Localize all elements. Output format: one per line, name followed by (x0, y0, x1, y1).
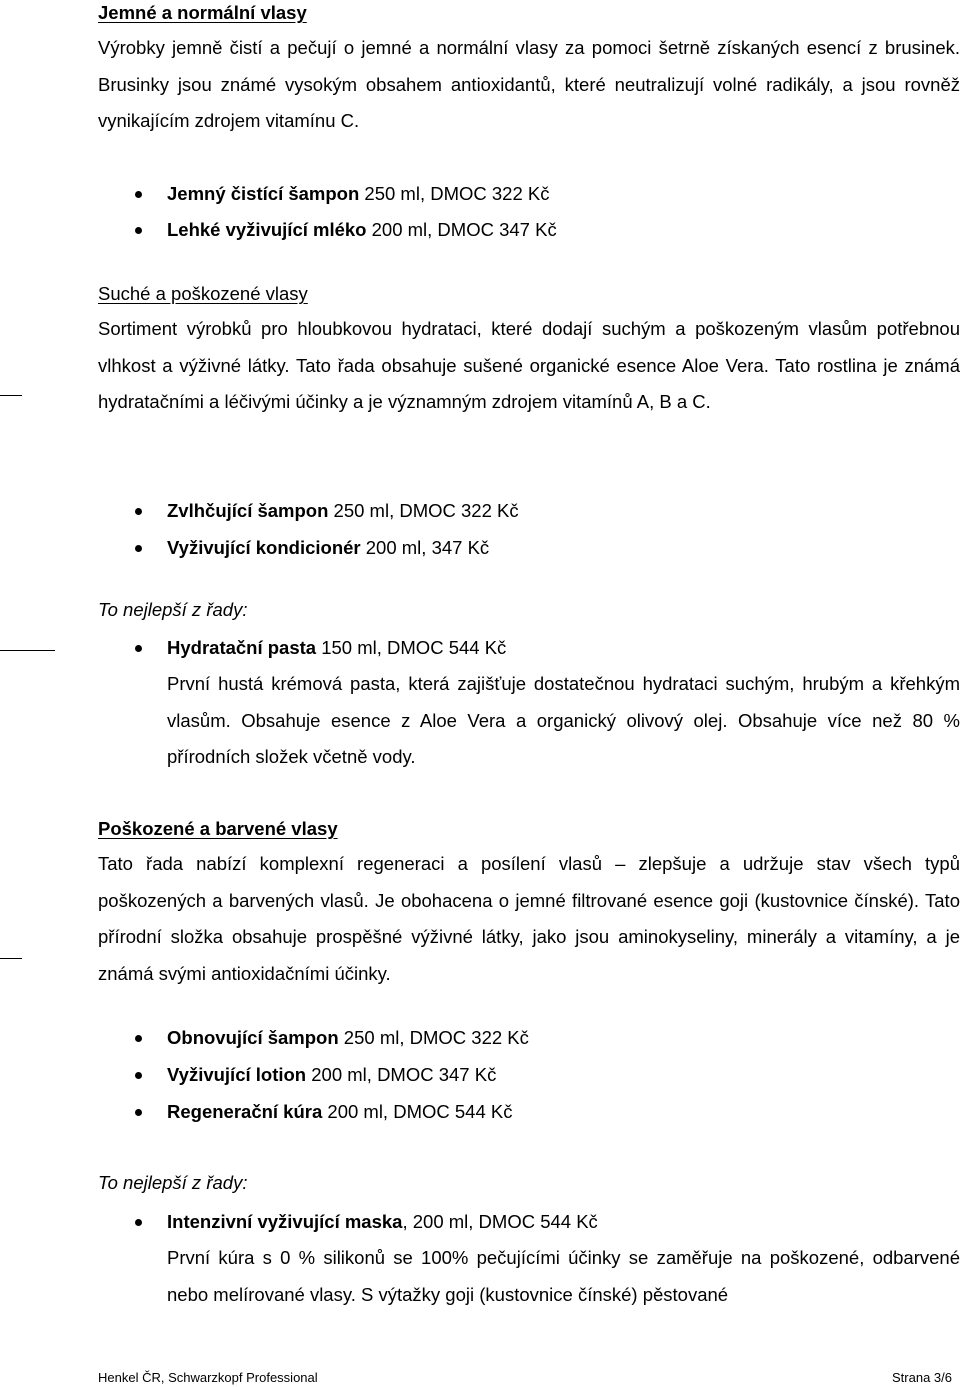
product-name: Obnovující šampon (167, 1027, 339, 1048)
product-name: Vyživující kondicionér (167, 537, 361, 558)
margin-mark (0, 650, 55, 651)
product-details: 250 ml, DMOC 322 Kč (359, 183, 550, 204)
bullet-icon (135, 227, 142, 234)
section-text-fine-hair: Výrobky jemně čistí a pečují o jemné a normální vlasy za pomoci šetrně získaných esencí z brusinek. Brusinky jsou známé vysokým obsahem antioxidantů, které neutralizují volné radikály, a jsou rovněž vynikajícím zdrojem vitamínu C. (98, 37, 960, 131)
bullet-icon (135, 1219, 142, 1226)
bullet-icon (135, 508, 142, 515)
best-of-range-heading: To nejlepší z řady: (98, 599, 248, 620)
product-details: 250 ml, DMOC 322 Kč (328, 500, 519, 521)
best-product-description: První kúra s 0 % silikonů se 100% pečujícími účinky se zaměřuje na poškozené, odbarvené nebo melírované vlasy. S výtažky goji (kustovnice čínské) pěstované (167, 1247, 960, 1305)
margin-mark (0, 395, 22, 396)
product-name: Zvlhčující šampon (167, 500, 329, 521)
bullet-icon (135, 545, 142, 552)
product-details: 150 ml, DMOC 544 Kč (316, 637, 507, 658)
section-text-colored-hair: Tato řada nabízí komplexní regeneraci a posílení vlasů – zlepšuje a udržuje stav všech typů poškozených a barvených vlasů. Je obohacena o jemné filtrované esence goji (kustovnice čínské). Tato přírodní složka obsahuje prospěšné výživné látky, jako jsou aminokyseliny, minerály a vitamíny, a je známá svými antioxidačními účinky. (98, 853, 960, 984)
bullet-icon (135, 645, 142, 652)
best-of-range-heading: To nejlepší z řady: (98, 1172, 248, 1193)
section-heading-fine-hair: Jemné a normální vlasy (98, 2, 307, 23)
product-name: Hydratační pasta (167, 637, 317, 658)
section-heading-colored-hair: Poškozené a barvené vlasy (98, 818, 338, 839)
product-details: 200 ml, DMOC 347 Kč (366, 219, 557, 240)
bullet-icon (135, 1072, 142, 1079)
product-name: Jemný čistící šampon (167, 183, 360, 204)
bullet-icon (135, 1109, 142, 1116)
product-details: 200 ml, 347 Kč (360, 537, 490, 558)
footer-company: Henkel ČR, Schwarzkopf Professional (98, 1370, 318, 1385)
product-details: , 200 ml, DMOC 544 Kč (402, 1211, 598, 1232)
margin-mark (0, 958, 22, 959)
product-name: Regenerační kúra (167, 1101, 323, 1122)
bullet-icon (135, 1035, 142, 1042)
section-text-dry-hair: Sortiment výrobků pro hloubkovou hydrataci, které dodají suchým a poškozeným vlasům potřebnou vlhkost a výživné látky. Tato řada obsahuje sušené organické esence Aloe Vera. Tato rostlina je známá hydratačními a léčivými účinky a je významným zdrojem vitamínů A, B a C. (98, 318, 960, 412)
product-name: Lehké vyživující mléko (167, 219, 367, 240)
best-product-description: První hustá krémová pasta, která zajišťuje dostatečnou hydrataci suchým, hrubým a křehkým vlasům. Obsahuje esence z Aloe Vera a organický olivový olej. Obsahuje více než 80 % přírodních složek včetně vody. (167, 673, 960, 767)
product-details: 200 ml, DMOC 347 Kč (306, 1064, 497, 1085)
product-name: Vyživující lotion (167, 1064, 307, 1085)
product-details: 200 ml, DMOC 544 Kč (322, 1101, 513, 1122)
bullet-icon (135, 191, 142, 198)
footer-page-number: Strana 3/6 (892, 1370, 952, 1385)
product-name: Intenzivní vyživující maska (167, 1211, 403, 1232)
product-details: 250 ml, DMOC 322 Kč (338, 1027, 529, 1048)
section-heading-dry-hair: Suché a poškozené vlasy (98, 283, 308, 304)
